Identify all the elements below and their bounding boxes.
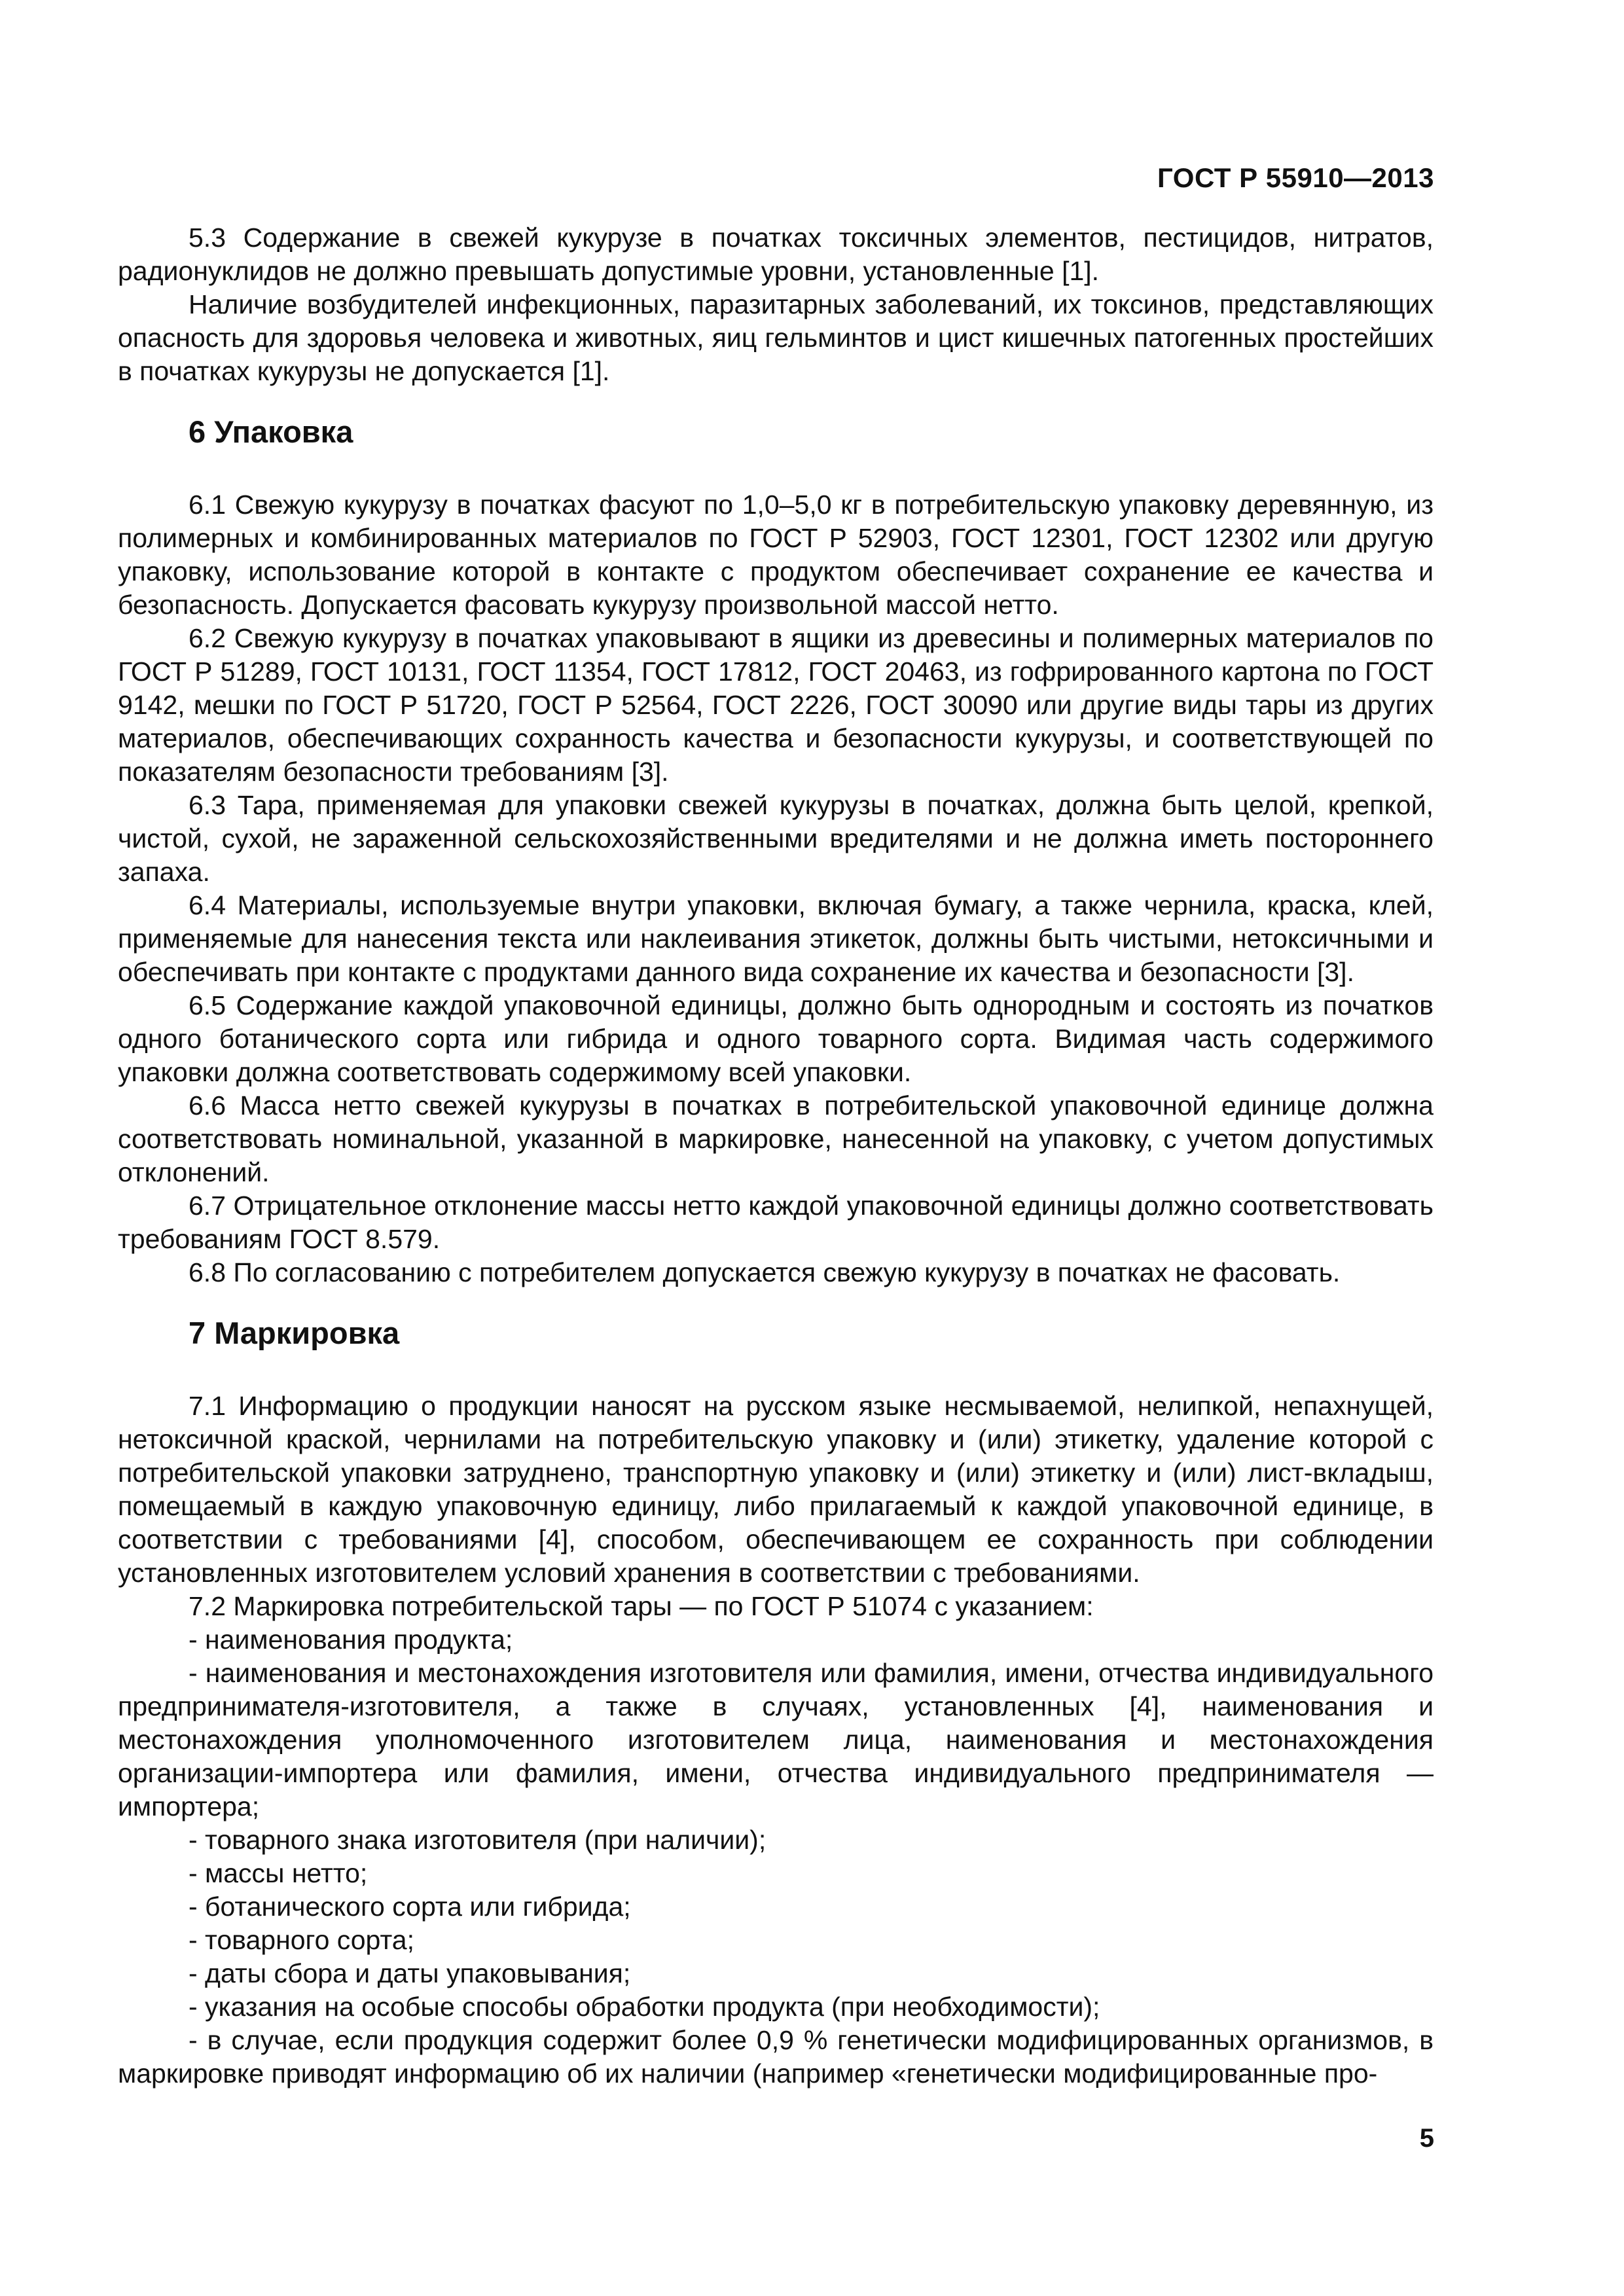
page-number: 5 (1419, 2124, 1434, 2153)
list-item: - массы нетто; (189, 1858, 368, 1888)
paragraph-5-3: 5.3 Содержание в свежей кукурузе в початках токсичных элементов, пестицидов, нитратов, радионуклидов не должно превышать допустимые уровни, установленные [1]. (118, 223, 1434, 286)
paragraph-5-3-continued: Наличие возбудителей инфекционных, паразитарных заболеваний, их токсинов, представляющих опасность для здоровья человека и животных, яиц гельминтов и цист кишечных патогенных простейших в початках кукурузы не допускается [1]. (118, 289, 1434, 386)
list-item: - ботанического сорта или гибрида; (189, 1892, 631, 1922)
section-heading-6: 6 Упаковка (189, 414, 353, 449)
list-item: - указания на особые способы обработки продукта (при необходимости); (189, 1992, 1100, 2022)
paragraph-6-2: 6.2 Свежую кукурузу в початках упаковывают в ящики из древесины и полимерных материалов по ГОСТ Р 51289, ГОСТ 10131, ГОСТ 11354, ГОСТ 17812, ГОСТ 20463, из гофрированного картона по ГОСТ 9142, мешки по ГОСТ Р 51720, ГОСТ Р 52564, ГОСТ 2226, ГОСТ 30090 или другие виды тары из других материалов, обеспечивающих сохранность качества и безопасности кукурузы, и соответствующей по показателям безопасности требованиям [3]. (118, 623, 1434, 787)
paragraph-6-6: 6.6 Масса нетто свежей кукурузы в початках в потребительской упаковочной единице должна соответствовать номинальной, указанной в маркировке, нанесенной на упаковку, с учетом допустимых отклонений. (118, 1090, 1434, 1187)
paragraph-7-2: 7.2 Маркировка потребительской тары — по ГОСТ Р 51074 с указанием: (189, 1591, 1094, 1621)
list-item: - наименования продукта; (189, 1624, 513, 1655)
document-body (118, 221, 1434, 2090)
list-item: - в случае, если продукция содержит более 0,9 % генетически модифицированных организмов, в маркировке приводят информацию об их наличии (например «генетически модифицированные про- (118, 2025, 1434, 2089)
paragraph-6-5: 6.5 Содержание каждой упаковочной единицы, должно быть однородным и состоять из початков одного ботанического сорта или гибрида и одного товарного сорта. Видимая часть содержимого упаковки должна соответствовать содержимому всей упаковки. (118, 990, 1434, 1087)
list-item: - наименования и местонахождения изготовителя или фамилия, имени, отчества индивидуального предпринимателя-изготовителя, а также в случаях, установленных [4], наименования и местонахождения уполномоченного изготовителем лица, наименования и местонахождения организации-импортера или фамилия, имени, отчества индивидуального предпринимателя — импортера; (118, 1658, 1434, 1821)
list-item: - товарного знака изготовителя (при наличии); (189, 1825, 767, 1855)
paragraph-6-1: 6.1 Свежую кукурузу в початках фасуют по 1,0–5,0 кг в потребительскую упаковку деревянную, из полимерных и комбинированных материалов по ГОСТ Р 52903, ГОСТ 12301, ГОСТ 12302 или другую упаковку, использование которой в контакте с продуктом обеспечивает сохранение ее качества и безопасность. Допускается фасовать кукурузу произвольной массой нетто. (118, 490, 1434, 620)
section-heading-7: 7 Маркировка (189, 1316, 400, 1350)
list-item: - товарного сорта; (189, 1925, 414, 1955)
document-id-header: ГОСТ Р 55910—2013 (1157, 162, 1434, 193)
paragraph-6-4: 6.4 Материалы, используемые внутри упаковки, включая бумагу, а также чернила, краска, клей, применяемые для нанесения текста или наклеивания этикеток, должны быть чистыми, нетоксичными и обеспечивать при контакте с продуктами данного вида сохранение их качества и безопасности [3]. (118, 890, 1434, 987)
list-item: - даты сбора и даты упаковывания; (189, 1958, 631, 1988)
paragraph-6-8: 6.8 По согласованию с потребителем допускается свежую кукурузу в початках не фасовать. (189, 1257, 1341, 1287)
paragraph-6-7: 6.7 Отрицательное отклонение массы нетто каждой упаковочной единицы должно соответствовать требованиям ГОСТ 8.579. (118, 1191, 1434, 1254)
paragraph-6-3: 6.3 Тара, применяемая для упаковки свежей кукурузы в початках, должна быть целой, крепкой, чистой, сухой, не зараженной сельскохозяйственными вредителями и не должна иметь постороннего запаха. (118, 790, 1434, 887)
paragraph-7-1: 7.1 Информацию о продукции наносят на русском языке несмываемой, нелипкой, непахнущей, нетоксичной краской, чернилами на потребительскую упаковку и (или) этикетку, удаление которой с потребительской упаковки затруднено, транспортную упаковку и (или) этикетку и (или) лист-вкладыш, помещаемый в каждую упаковочную единицу, либо прилагаемый к каждой упаковочной единице, в соответствии с требованиями [4], способом, обеспечивающем ее сохранность при соблюдении установленных изготовителем условий хранения в соответствии с требованиями. (118, 1391, 1434, 1588)
